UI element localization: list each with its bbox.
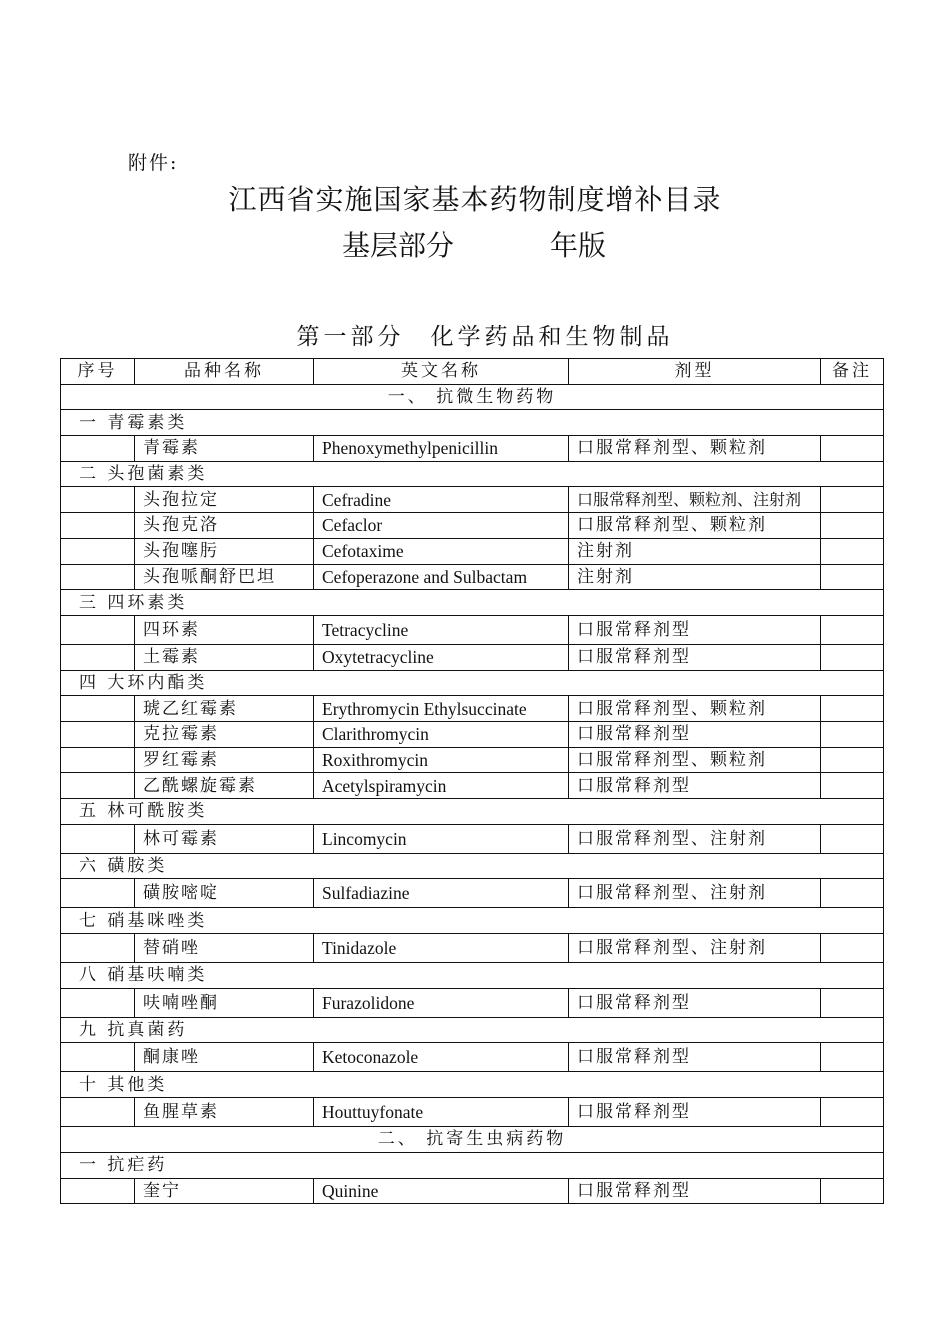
note-cell <box>821 934 884 963</box>
column-header-form: 剂型 <box>569 359 821 385</box>
category-row <box>61 1072 884 1098</box>
english-name-cell: Tinidazole <box>314 934 569 963</box>
index-cell <box>61 988 135 1017</box>
section-row <box>61 1127 884 1153</box>
index-cell <box>61 436 135 462</box>
index-cell <box>61 934 135 963</box>
index-cell <box>61 564 135 590</box>
column-header-english: 英文名称 <box>314 359 569 385</box>
dosage-form-cell: 口服常释剂型 <box>569 1098 821 1127</box>
category-row <box>61 670 884 696</box>
drug-name-cell: 磺胺嘧啶 <box>135 879 314 908</box>
dosage-form-cell: 口服常释剂型 <box>569 644 821 670</box>
english-name-cell: Sulfadiazine <box>314 879 569 908</box>
dosage-form-cell: 口服常释剂型、颗粒剂 <box>569 513 821 539</box>
category-label: 九 抗真菌药 <box>61 1017 884 1043</box>
drug-name-cell: 酮康唑 <box>135 1043 314 1072</box>
dosage-form-cell: 口服常释剂型、注射剂 <box>569 879 821 908</box>
part-title-right: 化学药品和生物制品 <box>430 324 674 350</box>
table-header-row <box>61 359 884 385</box>
table-row <box>61 747 884 773</box>
document-subtitle <box>342 224 606 264</box>
drug-name-cell: 琥乙红霉素 <box>135 696 314 722</box>
drug-name-cell: 奎宁 <box>135 1178 314 1204</box>
note-cell <box>821 879 884 908</box>
category-row <box>61 461 884 487</box>
index-cell <box>61 747 135 773</box>
note-cell <box>821 1043 884 1072</box>
dosage-form-cell: 口服常释剂型 <box>569 1043 821 1072</box>
drug-name-cell: 青霉素 <box>135 436 314 462</box>
category-label: 一 抗疟药 <box>61 1152 884 1178</box>
table-row <box>61 1043 884 1072</box>
category-row <box>61 908 884 934</box>
drug-name-cell: 四环素 <box>135 615 314 644</box>
note-cell <box>821 436 884 462</box>
column-header-index: 序号 <box>61 359 135 385</box>
dosage-form-cell: 口服常释剂型、注射剂 <box>569 934 821 963</box>
english-name-cell: Acetylspiramycin <box>314 773 569 799</box>
dosage-form-cell: 注射剂 <box>569 564 821 590</box>
section-title: 二、 抗寄生虫病药物 <box>61 1127 884 1153</box>
dosage-form-cell: 口服常释剂型 <box>569 721 821 747</box>
drug-name-cell: 乙酰螺旋霉素 <box>135 773 314 799</box>
category-label: 一 青霉素类 <box>61 410 884 436</box>
table-row <box>61 773 884 799</box>
index-cell <box>61 721 135 747</box>
category-row <box>61 410 884 436</box>
english-name-cell: Cefotaxime <box>314 538 569 564</box>
attachment-label: 附件: <box>128 152 179 174</box>
dosage-form-cell: 口服常释剂型、注射剂 <box>569 824 821 853</box>
category-row <box>61 963 884 989</box>
category-label: 八 硝基呋喃类 <box>61 963 884 989</box>
dosage-form-cell: 注射剂 <box>569 538 821 564</box>
table-row <box>61 696 884 722</box>
dosage-form-cell: 口服常释剂型、颗粒剂 <box>569 436 821 462</box>
table-row <box>61 1098 884 1127</box>
category-label: 四 大环内酯类 <box>61 670 884 696</box>
category-label: 六 磺胺类 <box>61 853 884 879</box>
note-cell <box>821 721 884 747</box>
drug-name-cell: 罗红霉素 <box>135 747 314 773</box>
drug-name-cell: 克拉霉素 <box>135 721 314 747</box>
table-row <box>61 538 884 564</box>
index-cell <box>61 1178 135 1204</box>
note-cell <box>821 824 884 853</box>
category-label: 三 四环素类 <box>61 590 884 616</box>
english-name-cell: Clarithromycin <box>314 721 569 747</box>
category-label: 五 林可酰胺类 <box>61 799 884 825</box>
index-cell <box>61 487 135 513</box>
index-cell <box>61 615 135 644</box>
dosage-form-cell: 口服常释剂型、颗粒剂 <box>569 747 821 773</box>
part-title <box>0 318 950 351</box>
english-name-cell: Oxytetracycline <box>314 644 569 670</box>
drug-name-cell: 鱼腥草素 <box>135 1098 314 1127</box>
part-title-left: 第一部分 <box>296 324 405 350</box>
document-title: 江西省实施国家基本药物制度增补目录 <box>228 183 722 216</box>
table-row <box>61 513 884 539</box>
table-row <box>61 436 884 462</box>
drug-list-table <box>60 358 884 1204</box>
index-cell <box>61 773 135 799</box>
note-cell <box>821 988 884 1017</box>
note-cell <box>821 487 884 513</box>
index-cell <box>61 1043 135 1072</box>
index-cell <box>61 513 135 539</box>
section-title: 一、 抗微生物药物 <box>61 384 884 410</box>
english-name-cell: Erythromycin Ethylsuccinate <box>314 696 569 722</box>
table-row <box>61 487 884 513</box>
dosage-form-cell: 口服常释剂型 <box>569 615 821 644</box>
category-label: 二 头孢菌素类 <box>61 461 884 487</box>
drug-name-cell: 头孢克洛 <box>135 513 314 539</box>
english-name-cell: Roxithromycin <box>314 747 569 773</box>
english-name-cell: Phenoxymethylpenicillin <box>314 436 569 462</box>
drug-name-cell: 头孢噻肟 <box>135 538 314 564</box>
dosage-form-cell: 口服常释剂型、颗粒剂、注射剂 <box>569 487 821 513</box>
category-row <box>61 799 884 825</box>
category-label: 十 其他类 <box>61 1072 884 1098</box>
column-header-note: 备注 <box>821 359 884 385</box>
note-cell <box>821 747 884 773</box>
english-name-cell: Cefradine <box>314 487 569 513</box>
table-row <box>61 615 884 644</box>
section-row <box>61 384 884 410</box>
dosage-form-cell: 口服常释剂型 <box>569 773 821 799</box>
note-cell <box>821 773 884 799</box>
index-cell <box>61 1098 135 1127</box>
note-cell <box>821 696 884 722</box>
dosage-form-cell: 口服常释剂型、颗粒剂 <box>569 696 821 722</box>
english-name-cell: Quinine <box>314 1178 569 1204</box>
english-name-cell: Ketoconazole <box>314 1043 569 1072</box>
category-row <box>61 590 884 616</box>
index-cell <box>61 644 135 670</box>
english-name-cell: Lincomycin <box>314 824 569 853</box>
table-row <box>61 1178 884 1204</box>
table-row <box>61 879 884 908</box>
note-cell <box>821 538 884 564</box>
drug-name-cell: 林可霉素 <box>135 824 314 853</box>
english-name-cell: Furazolidone <box>314 988 569 1017</box>
index-cell <box>61 824 135 853</box>
column-header-name: 品种名称 <box>135 359 314 385</box>
drug-name-cell: 头孢哌酮舒巴坦 <box>135 564 314 590</box>
dosage-form-cell: 口服常释剂型 <box>569 988 821 1017</box>
index-cell <box>61 879 135 908</box>
note-cell <box>821 615 884 644</box>
category-row <box>61 853 884 879</box>
note-cell <box>821 513 884 539</box>
note-cell <box>821 644 884 670</box>
subtitle-left: 基层部分 <box>342 229 455 262</box>
index-cell <box>61 696 135 722</box>
dosage-form-cell: 口服常释剂型 <box>569 1178 821 1204</box>
subtitle-right: 年版 <box>550 229 607 262</box>
table-row <box>61 644 884 670</box>
table-row <box>61 564 884 590</box>
note-cell <box>821 564 884 590</box>
table-row <box>61 988 884 1017</box>
english-name-cell: Cefoperazone and Sulbactam <box>314 564 569 590</box>
category-row <box>61 1017 884 1043</box>
english-name-cell: Cefaclor <box>314 513 569 539</box>
drug-name-cell: 土霉素 <box>135 644 314 670</box>
note-cell <box>821 1178 884 1204</box>
table-row <box>61 721 884 747</box>
drug-name-cell: 呋喃唑酮 <box>135 988 314 1017</box>
note-cell <box>821 1098 884 1127</box>
english-name-cell: Tetracycline <box>314 615 569 644</box>
english-name-cell: Houttuyfonate <box>314 1098 569 1127</box>
drug-name-cell: 头孢拉定 <box>135 487 314 513</box>
category-label: 七 硝基咪唑类 <box>61 908 884 934</box>
table-row <box>61 934 884 963</box>
index-cell <box>61 538 135 564</box>
drug-name-cell: 替硝唑 <box>135 934 314 963</box>
category-row <box>61 1152 884 1178</box>
table-row <box>61 824 884 853</box>
